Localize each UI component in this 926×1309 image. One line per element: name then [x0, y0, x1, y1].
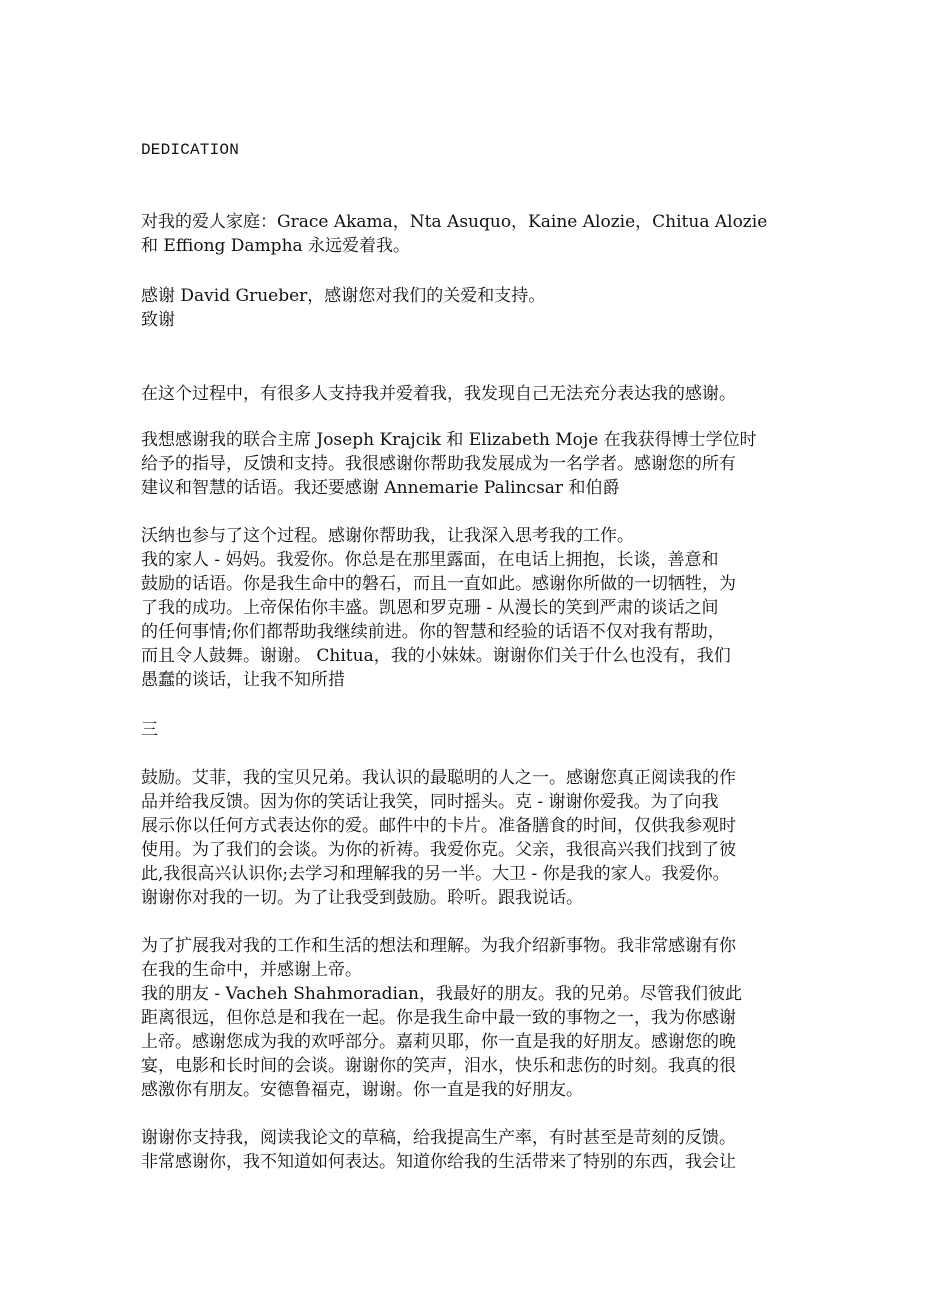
text-line: 给予的指导，反馈和支持。我很感谢你帮助我发展成为一名学者。感谢您的所有 [141, 454, 736, 474]
text-line: 为了扩展我对我的工作和生活的想法和理解。为我介绍新事物。我非常感谢有你 [141, 936, 736, 956]
text-line: 鼓励的话语。你是我生命中的磐石，而且一直如此。感谢你所做的一切牺牲，为 [141, 574, 736, 594]
text-line: 谢谢你对我的一切。为了让我受到鼓励。聆听。跟我说话。 [141, 888, 583, 908]
friends-paragraph [141, 934, 786, 1102]
text-line: 沃纳也参与了这个过程。感谢你帮助我，让我深入思考我的工作。 [141, 526, 634, 546]
text-line: 感激你有朋友。安德鲁福克，谢谢。你一直是我的好朋友。 [141, 1080, 583, 1100]
text-line: 对我的爱人家庭：Grace Akama，Nta Asuquo，Kaine Alozie，Chitua Alozie [141, 212, 768, 232]
text-line: 感谢 David Grueber，感谢您对我们的关爱和支持。 [141, 286, 546, 306]
text-line: 我想感谢我的联合主席 Joseph Krajcik 和 Elizabeth Moje 在我获得博士学位时 [141, 430, 757, 450]
text-line: 上帝。感谢您成为我的欢呼部分。嘉莉贝耶，你一直是我的好朋友。感谢您的晚 [141, 1032, 736, 1052]
text-line: 我的朋友 - Vacheh Shahmoradian，我最好的朋友。我的兄弟。尽管我们彼此 [141, 984, 742, 1004]
dedication-heading: DEDICATION [141, 141, 240, 159]
text-line: 而且令人鼓舞。谢谢。 Chitua，我的小妹妹。谢谢你们关于什么也没有，我们 [141, 646, 731, 666]
advisors-paragraph [141, 428, 786, 500]
page-number: 三 [141, 720, 158, 740]
acknowledgements-title: 致谢 [141, 310, 175, 330]
text-line: 建议和智慧的话语。我还要感谢 Annemarie Palincsar 和伯爵 [141, 478, 620, 498]
text-line: 鼓励。艾菲，我的宝贝兄弟。我认识的最聪明的人之一。感谢您真正阅读我的作 [141, 768, 736, 788]
text-line: 的任何事情;你们都帮助我继续前进。你的智慧和经验的话语不仅对我有帮助， [141, 622, 725, 642]
thanks-paragraph [141, 284, 786, 332]
text-line: 使用。为了我们的会谈。为你的祈祷。我爱你克。父亲，我很高兴我们找到了彼 [141, 840, 736, 860]
family-paragraph [141, 524, 786, 692]
text-line: 品并给我反馈。因为你的笑话让我笑，同时摇头。克 - 谢谢你爱我。为了向我 [141, 792, 719, 812]
text-line: 在这个过程中，有很多人支持我并爱着我，我发现自己无法充分表达我的感谢。 [141, 384, 736, 404]
text-line: 距离很远，但你总是和我在一起。你是我生命中最一致的事物之一，我为你感谢 [141, 1008, 736, 1028]
support-paragraph [141, 1126, 786, 1174]
text-line: 我的家人 - 妈妈。我爱你。你总是在那里露面，在电话上拥抱，长谈，善意和 [141, 550, 719, 570]
text-line: 谢谢你支持我，阅读我论文的草稿，给我提高生产率，有时甚至是苛刻的反馈。 [141, 1128, 736, 1148]
text-line: 愚蠢的谈话，让我不知所措 [141, 670, 345, 690]
text-line: 宴，电影和长时间的会谈。谢谢你的笑声，泪水，快乐和悲伤的时刻。我真的很 [141, 1056, 736, 1076]
text-line: 和 Effiong Dampha 永远爱着我。 [141, 236, 411, 256]
text-line: 了我的成功。上帝保佑你丰盛。凯恩和罗克珊 - 从漫长的笑到严肃的谈话之间 [141, 598, 719, 618]
dedication-paragraph [141, 210, 786, 258]
intro-paragraph [141, 382, 786, 406]
text-line: 此,我很高兴认识你;去学习和理解我的另一半。大卫 - 你是我的家人。我爱你。 [141, 864, 730, 884]
text-line: 非常感谢你，我不知道如何表达。知道你给我的生活带来了特别的东西，我会让 [141, 1152, 736, 1172]
siblings-paragraph [141, 766, 786, 910]
text-line: 在我的生命中，并感谢上帝。 [141, 960, 362, 980]
text-line: 展示你以任何方式表达你的爱。邮件中的卡片。准备膳食的时间，仅供我参观时 [141, 816, 736, 836]
